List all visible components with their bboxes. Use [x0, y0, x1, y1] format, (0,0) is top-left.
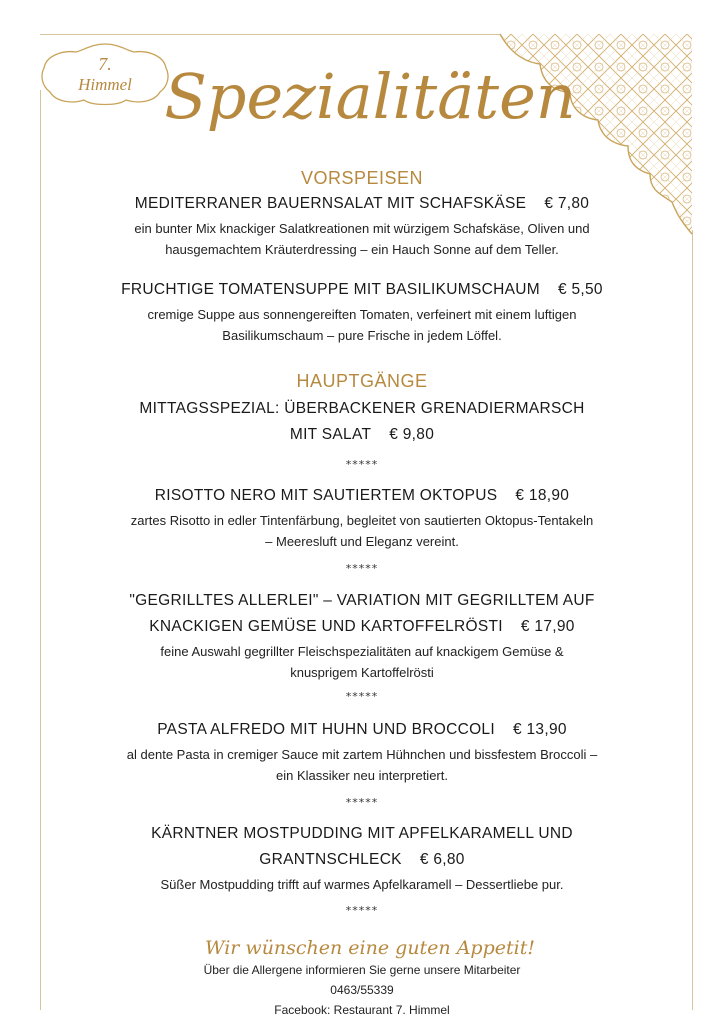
- logo-text: Himmel: [78, 75, 132, 94]
- desc-line: Süßer Mostpudding trifft auf warmes Apfelkaramell – Dessertliebe pur.: [160, 877, 564, 892]
- dish-price: € 5,50: [557, 281, 603, 298]
- dish-title: [0, 592, 724, 610]
- dish-name: "GEGRILLTES ALLERLEI" – VARIATION MIT GEGRILLTEM AUF: [129, 592, 595, 609]
- dish-price: € 13,90: [512, 721, 567, 738]
- desc-line: al dente Pasta in cremiger Sauce mit zartem Hühnchen und bissfestem Broccoli –: [126, 747, 598, 762]
- dish-name: KÄRNTNER MOSTPUDDING MIT APFELKARAMELL UND: [151, 825, 573, 842]
- dish-description: [0, 304, 724, 346]
- dish-price: € 6,80: [419, 851, 465, 868]
- dish-title: [0, 195, 724, 213]
- desc-line: cremige Suppe aus sonnengereiften Tomaten, verfeinert mit einem luftigen: [147, 307, 577, 322]
- dish-name: RISOTTO NERO MIT SAUTIERTEM OKTOPUS: [154, 487, 498, 504]
- separator: *****: [345, 562, 379, 575]
- desc-line: zartes Risotto in edler Tintenfärbung, begleitet von sautierten Oktopus-Tentakeln: [130, 513, 594, 528]
- separator: *****: [345, 458, 379, 471]
- dish-description: [0, 510, 724, 552]
- dish-title: [0, 426, 724, 444]
- page-title: [164, 36, 576, 156]
- restaurant-logo: [38, 40, 172, 110]
- desc-line: feine Auswahl gegrillter Fleischspezialitäten auf knackigem Gemüse &: [160, 644, 564, 659]
- title-text: Spezialitäten: [164, 60, 576, 133]
- separator: *****: [345, 904, 379, 917]
- desc-line: ein Klassiker neu interpretiert.: [276, 768, 448, 783]
- section-heading-vorspeisen: VORSPEISEN: [300, 168, 424, 188]
- dish-name: MITTAGSSPEZIAL: ÜBERBACKENER GRENADIERMARSCH: [139, 400, 585, 417]
- separator: *****: [345, 690, 379, 703]
- closing-text: Wir wünschen eine guten Appetit!: [205, 937, 535, 959]
- frame-line-top: [40, 34, 500, 35]
- dish-description: [0, 218, 724, 260]
- allergen-note: Über die Allergene informieren Sie gerne unsere Mitarbeiter: [203, 963, 521, 977]
- dish-description: [0, 641, 724, 683]
- dish-price: € 18,90: [515, 487, 570, 504]
- dish-title: [0, 400, 724, 418]
- separator: *****: [345, 796, 379, 809]
- facebook-link: Facebook: Restaurant 7. Himmel: [274, 1003, 450, 1017]
- dish-title: [0, 721, 724, 739]
- desc-line: Basilikumschaum – pure Frische in jedem Löffel.: [222, 328, 502, 343]
- desc-line: hausgemachtem Kräuterdressing – ein Hauch Sonne auf dem Teller.: [165, 242, 559, 257]
- dish-name: GRANTNSCHLECK: [259, 851, 402, 868]
- section-heading-hauptgaenge: HAUPTGÄNGE: [296, 371, 428, 391]
- dish-title: [0, 281, 724, 299]
- dish-price: € 9,80: [389, 426, 435, 443]
- dish-title: [0, 487, 724, 505]
- dish-title: [0, 851, 724, 869]
- dish-description: [0, 744, 724, 786]
- dish-price: € 7,80: [544, 195, 590, 212]
- logo-number: 7.: [98, 54, 112, 74]
- dish-name: MIT SALAT: [289, 426, 372, 443]
- phone-number: 0463/55339: [330, 983, 394, 997]
- dish-name: PASTA ALFREDO MIT HUHN UND BROCCOLI: [157, 721, 495, 738]
- dish-title: [0, 618, 724, 636]
- desc-line: knusprigem Kartoffelrösti: [290, 665, 434, 680]
- dish-description: [0, 874, 724, 895]
- dish-name: MEDITERRANER BAUERNSALAT MIT SCHAFSKÄSE: [134, 195, 527, 212]
- dish-name: FRUCHTIGE TOMATENSUPPE MIT BASILIKUMSCHAUM: [121, 281, 540, 298]
- dish-price: € 17,90: [520, 618, 575, 635]
- desc-line: ein bunter Mix knackiger Salatkreationen mit würzigem Schafskäse, Oliven und: [134, 221, 590, 236]
- desc-line: – Meeresluft und Eleganz vereint.: [265, 534, 459, 549]
- dish-title: [0, 825, 724, 843]
- dish-name: KNACKIGEN GEMÜSE UND KARTOFFELRÖSTI: [149, 618, 503, 635]
